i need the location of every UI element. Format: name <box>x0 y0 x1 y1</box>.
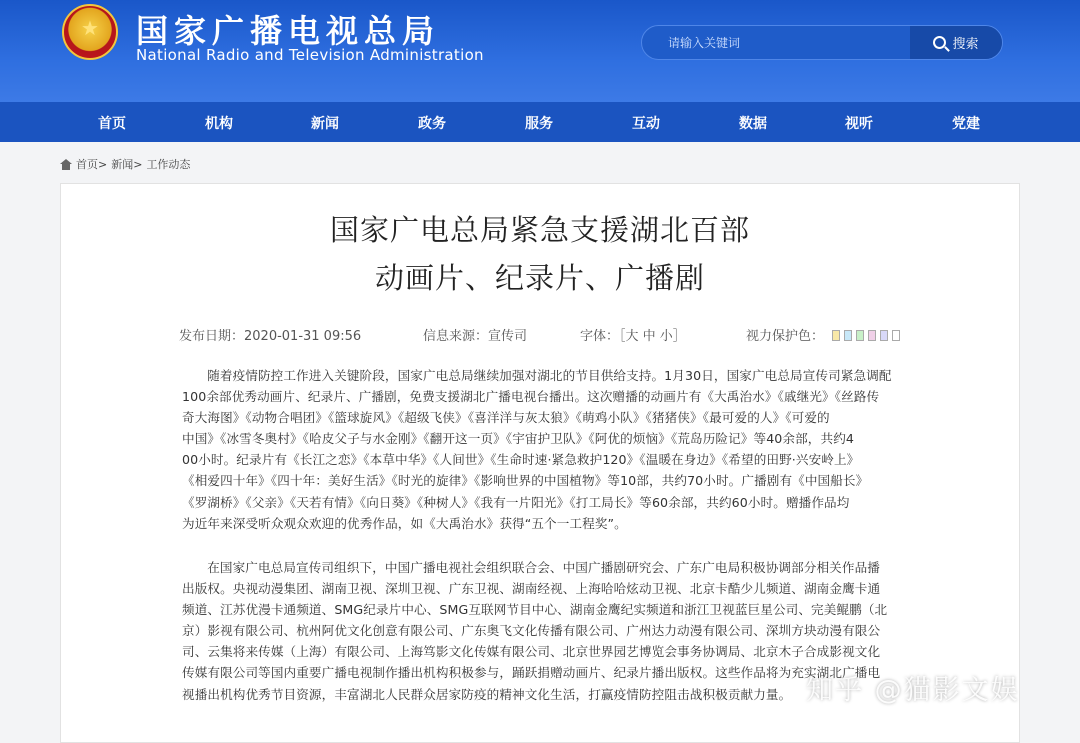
watermark: 知乎 @猫影文娱 <box>806 675 1020 706</box>
article-card <box>60 183 1020 743</box>
search-icon <box>933 36 946 49</box>
nav-item-interaction[interactable]: 互动 <box>632 116 660 132</box>
paragraph-line: 00小时。纪录片有《长江之恋》《本草中华》《人间世》《生命时速·紧急救护120》《温暖在身边》《希望的田野·兴安岭上》 <box>182 452 860 468</box>
article-title-line1: 国家广电总局紧急支援湖北百部 <box>329 213 750 247</box>
site-title-english[interactable]: National Radio and Television Administration <box>136 46 484 64</box>
site-title[interactable]: 国家广播电视总局 <box>136 12 441 50</box>
paragraph-line: 视播出机构优秀节目资源，丰富湖北人民群众居家防疫的精神文化生活，打赢疫情防控阻击战积极贡献力量。 <box>182 686 792 702</box>
paragraph-line: 传媒有限公司等国内重要广播电视制作播出机构积极参与，踊跃捐赠动画片、纪录片播出版权。这些作品将为充实湖北广播电 <box>182 665 881 681</box>
breadcrumb-news[interactable]: 新闻> <box>111 158 143 171</box>
eye-protection-text: 视力保护色： <box>746 329 825 344</box>
paragraph-line: 频道、江苏优漫卡通频道、SMG纪录片中心、SMG互联网节目中心、湖南金鹰纪实频道和浙江卫视蓝巨星公司、完美鲲鹏（北 <box>182 602 888 618</box>
info-source: 信息来源：宣传司 <box>423 329 528 344</box>
paragraph-line: 京）影视有限公司、杭州阿优文化创意有限公司、广东奥飞文化传播有限公司、广州达力动漫有限公司、深圳方块动漫有限公 <box>182 623 881 639</box>
home-icon <box>60 159 72 170</box>
search-input[interactable] <box>642 26 912 59</box>
eye-color-swatch[interactable] <box>868 330 876 341</box>
search-button-label: 搜索 <box>952 36 979 51</box>
nav-item-party[interactable]: 党建 <box>952 116 980 132</box>
article-paragraph-2 <box>182 557 902 705</box>
breadcrumb-home[interactable]: 首页> <box>76 158 108 171</box>
eye-protection-label <box>746 325 900 344</box>
eye-color-swatch[interactable] <box>880 330 888 341</box>
article-paragraph-1 <box>182 365 902 534</box>
paragraph-line: 《罗湖桥》《父亲》《天若有情》《向日葵》《种树人》《我有一片阳光》《打工局长》等60余部，共约60小时。赠播作品均 <box>182 494 850 510</box>
nav-item-audiovisual[interactable]: 视听 <box>845 116 873 132</box>
eye-color-swatch[interactable] <box>892 330 900 341</box>
nav-item-organization[interactable]: 机构 <box>205 116 233 132</box>
breadcrumb-work-news[interactable]: 工作动态 <box>146 158 191 171</box>
site-header <box>0 0 1080 102</box>
paragraph-line: 司、云集将来传媒（上海）有限公司、上海笃影文化传媒有限公司、北京世界园艺博览会事务协调局、北京木子合成影视文化 <box>182 644 881 660</box>
paragraph-line: 为近年来深受听众观众欢迎的优秀作品，如《大禹治水》获得“五个一工程奖”。 <box>182 515 627 531</box>
nav-item-data[interactable]: 数据 <box>739 116 767 132</box>
eye-color-swatch[interactable] <box>832 330 840 341</box>
eye-color-swatch[interactable] <box>856 330 864 341</box>
paragraph-line: 在国家广电总局宣传司组织下，中国广播电视社会组织联合会、中国广播剧研究会、广东广电局积极协调部分相关作品播 <box>207 560 880 575</box>
eye-color-swatches <box>828 329 900 344</box>
nav-item-services[interactable]: 服务 <box>525 116 553 132</box>
search-box <box>641 25 1003 60</box>
nav-item-news[interactable]: 新闻 <box>311 116 339 132</box>
search-button[interactable] <box>910 26 1002 59</box>
article-title-line2: 动画片、纪录片、广播剧 <box>374 261 705 295</box>
paragraph-line: 中国》《冰雪冬奥村》《哈皮父子与水金刚》《翻开这一页》《宇宙护卫队》《阿优的烦恼》《荒岛历险记》等40余部，共约4 <box>182 431 854 447</box>
nav-item-government[interactable]: 政务 <box>418 116 446 132</box>
paragraph-line: 奇大海图》《动物合唱团》《篮球旋风》《超级飞侠》《喜洋洋与灰太狼》《萌鸡小队》《猪猪侠》《最可爱的人》《可爱的 <box>182 410 830 426</box>
paragraph-line: 《相爱四十年》《四十年：美好生活》《时光的旋律》《影响世界的中国植物》等10部，共约70小时。广播剧有《中国船长》 <box>182 473 869 489</box>
publish-date: 发布日期：2020-01-31 09:56 <box>179 329 362 344</box>
paragraph-line: 100余部优秀动画片、纪录片、广播剧，免费支援湖北广播电视台播出。这次赠播的动画片有《大禹治水》《戚继光》《丝路传 <box>182 389 880 405</box>
eye-color-swatch[interactable] <box>844 330 852 341</box>
nav-item-home[interactable]: 首页 <box>98 116 126 132</box>
national-emblem-icon[interactable] <box>62 4 118 60</box>
paragraph-line: 随着疫情防控工作进入关键阶段，国家广电总局继续加强对湖北的节目供给支持。1月30日，国家广电总局宣传司紧急调配 <box>207 368 892 383</box>
font-size-control[interactable]: 字体：［大 中 小］ <box>580 329 686 344</box>
paragraph-line: 出版权。央视动漫集团、湖南卫视、深圳卫视、广东卫视、湖南经视、上海哈哈炫动卫视、北京卡酷少儿频道、湖南金鹰卡通 <box>182 581 881 597</box>
breadcrumb <box>60 156 190 172</box>
